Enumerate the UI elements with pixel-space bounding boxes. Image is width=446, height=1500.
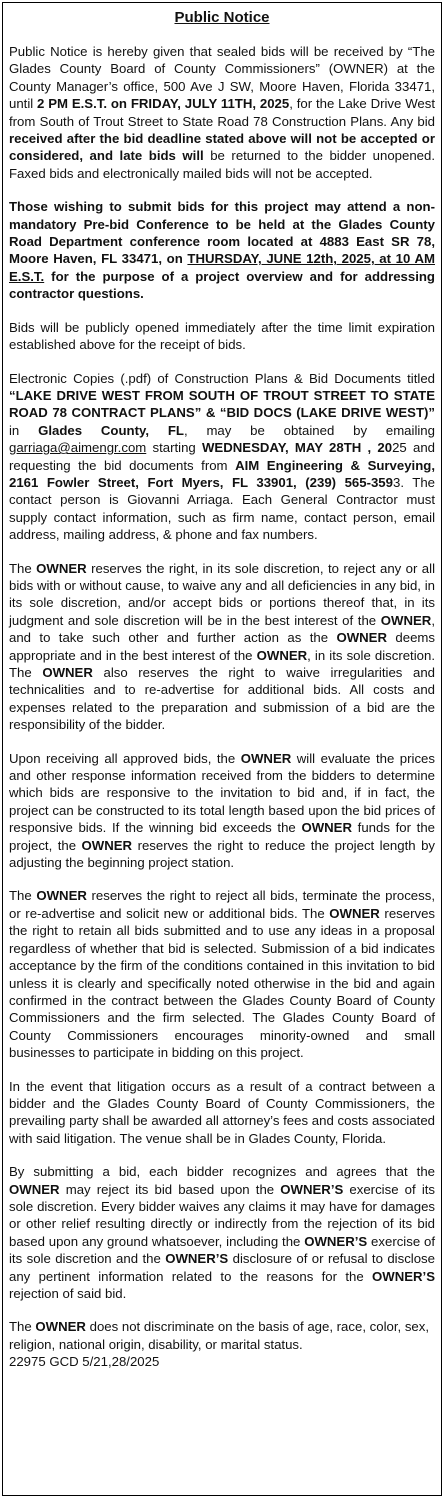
notice-title: Public Notice: [174, 9, 270, 26]
owner-rights-paragraph: The OWNER reserves the right, in its sole discretion, to reject any or all bids with or without cause, to waive any and all deficiencies in any bid, in its sole discretion, and/or accept bids or portions thereof that, in its judgment and sole discretion will be in the best interest of the OWNER, and to take such other and further action as the OWNER deems appropriate and in the best interest of the OWNER, in its sole discretion. The OWNER also reserves the right to waive irregularities and technicalities and to re-advertise for additional bids. All costs and expenses related to the preparation and submission of a bid are the responsibility of the bidder.: [9, 560, 436, 733]
bid-submission-paragraph: Public Notice is hereby given that sealed bids will be received by “The Glades County Board of County Commissioners” (OWNER) at the County Manager’s office, 500 Ave J SW, Moore Haven, Florida 33471, until 2 PM E.S.T. on FRIDAY, JULY 11TH, 2025, for the Lake Drive West from South of Trout Street to State Road 78 Construction Plans. Any bid received after the bid deadline stated above will not be accepted or considered, and late bids will be returned to the bidder unopened. Faxed bids and electronically mailed bids will not be accepted.: [9, 44, 435, 181]
pre-bid-conference-paragraph: Those wishing to submit bids for this project may attend a non-mandatory Pre-bid Conference to be held at the Glades County Road Department conference room located at 4883 East SR 78, Moore Haven, FL 33471, on THURSDAY, JUNE 12th, 2025, at 10 AM E.S.T. for the purpose of a project overview and for addressing contractor questions.: [9, 199, 435, 302]
public-notice: [2, 2, 442, 1496]
publication-reference: 22975 GCD 5/21,28/2025: [9, 1354, 160, 1370]
litigation-paragraph: In the event that litigation occurs as a result of a contract between a bidder and the Glades County Board of County Commissioners, the prevailing party shall be awarded all attorney’s fees and costs associated with said litigation. The venue shall be in Glades County, Florida.: [9, 1078, 435, 1146]
bid-opening-paragraph: Bids will be publicly opened immediately after the time limit expiration established above for the receipt of bids.: [9, 319, 435, 353]
bid-evaluation-paragraph: Upon receiving all approved bids, the OWNER will evaluate the prices and other response information received from the bidders to determine which bids are responsive to the invitation to bid and, if in fact, the project can be constructed to its total length based upon the bid prices of responsive bids. If the winning bid exceeds the OWNER funds for the project, the OWNER reserves the right to reduce the project length by adjusting the beginning project station.: [9, 750, 436, 871]
bidder-agreement-paragraph: By submitting a bid, each bidder recognizes and agrees that the OWNER may reject its bid based upon the OWNER’S exercise of its sole discretion. Every bidder waives any claims it may have for damages or other relief resulting directly or indirectly from the rejection of its bid based upon any ground whatsoever, including the OWNER’S exercise of its sole discretion and the OWNER’S disclosure of or refusal to disclose any pertinent information related to the reasons for the OWNER’S rejection of said bid.: [9, 1164, 436, 1301]
bid-documents-paragraph: Electronic Copies (.pdf) of Construction Plans & Bid Documents titled “LAKE DRIVE WEST FROM SOUTH OF TROUT STREET TO STATE ROAD 78 CONTRACT PLANS” & “BID DOCS (LAKE DRIVE WEST)” in Glades County, FL, may be obtained by emailing garriaga@aimengr.com starting WEDNESDAY, MAY 28TH , 2025 and requesting the bid documents from AIM Engineering & Surveying, 2161 Fowler Street, Fort Myers, FL 33901, (239) 565-3593. The contact person is Giovanni Arriaga. Each General Contractor must supply contact information, such as firm name, contact person, email address, mailing address, & phone and fax numbers.: [9, 370, 436, 543]
contact-email-link[interactable]: garriaga@aimengr.com: [9, 440, 147, 456]
non-discrimination-paragraph: The OWNER does not discriminate on the basis of age, race, color, sex, religion, national origin, disability, or marital status. 22975 GCD 5/21,28/2025: [9, 1319, 430, 1370]
reject-bids-paragraph: The OWNER reserves the right to reject all bids, terminate the process, or re-advertise and solicit new or additional bids. The OWNER reserves the right to retain all bids submitted and to use any ideas in a proposal regardless of whether that bid is selected. Submission of a bid indicates acceptance by the firm of the conditions contained in this invitation to bid unless it is clearly and specifically noted otherwise in the bid and again confirmed in the contract between the Glades County Board of County Commissioners and the firm selected. The Glades County Board of County Commissioners encourages minority-owned and small businesses to participate in bidding on this project.: [9, 888, 435, 1061]
